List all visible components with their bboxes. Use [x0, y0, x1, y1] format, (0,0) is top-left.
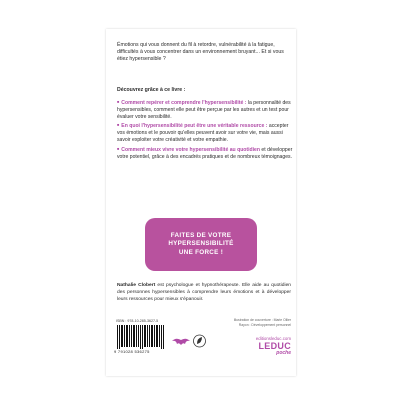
publisher-website: editionsleduc.com: [255, 336, 291, 341]
callout-line: FAITES DE VOTRE: [170, 231, 232, 239]
bullet-item: [117, 99, 293, 121]
bullet-title: ■ Comment mieux vivre votre hypersensibilité au quotidien: [117, 147, 260, 153]
bullet-list: [117, 99, 293, 162]
isbn-label: ISBN : 978-10-285-3627-5: [116, 319, 159, 323]
intro-paragraph: Émotions qui vous donnent du fil à retordre, vulnérabilité à la fatigue, difficultés à vous concentrer dans un environnement bruyant... Et si vous étiez hypersensible ?: [117, 42, 284, 62]
bat-logo-icon: [171, 336, 191, 347]
bullet-item: [117, 122, 293, 144]
publisher-logo: LEDUC: [258, 341, 291, 351]
credits: [231, 318, 291, 327]
author-name: Nathalie Clobert: [117, 283, 156, 288]
callout-line: HYPERSENSIBILITÉ: [168, 240, 234, 248]
leaf-logo-icon: [193, 334, 206, 348]
author-bio: [117, 283, 291, 303]
bullet-item: [117, 146, 293, 161]
barcode-number: 9 791028 536275: [114, 349, 150, 354]
bullet-title: ■ En quoi l'hypersensibilité peut être une véritable ressource :: [117, 123, 267, 129]
collection-name: poche: [276, 350, 291, 356]
barcode-icon: [117, 325, 164, 349]
discover-heading: Découvrez grâce à ce livre :: [117, 87, 186, 93]
credit-illustration: Illustration de couverture : Marie Ollier: [233, 318, 291, 322]
callout-line: UNE FORCE !: [178, 248, 224, 256]
author-bio-text: est psychologue et hypnothérapeute. Elle aide au quotidien des personnes hypersensibles à comprendre leurs émotions et à développer leurs ressources pour mieux s'épanouir.: [117, 283, 292, 302]
bullet-text: accepter vos émotions et le pouvoir qu'elles peuvent avoir sur votre vie, mais aussi savoir exploiter votre créativité et votre empathie.: [117, 123, 289, 144]
bullet-text: et développer votre potentiel, grâce à des encadrés pratiques et de nombreux témoignages.: [117, 146, 293, 160]
bullet-title: ■ Comment repérer et comprendre l'hypersensibilité :: [117, 100, 247, 106]
bullet-text: la personnalité des hypersensibles, comment elle peut être perçue par les autres et un test pour évaluer votre sensibilité.: [117, 100, 291, 120]
credit-shelf: Rayon : Développement personnel: [238, 322, 291, 327]
callout-banner: [145, 218, 257, 271]
